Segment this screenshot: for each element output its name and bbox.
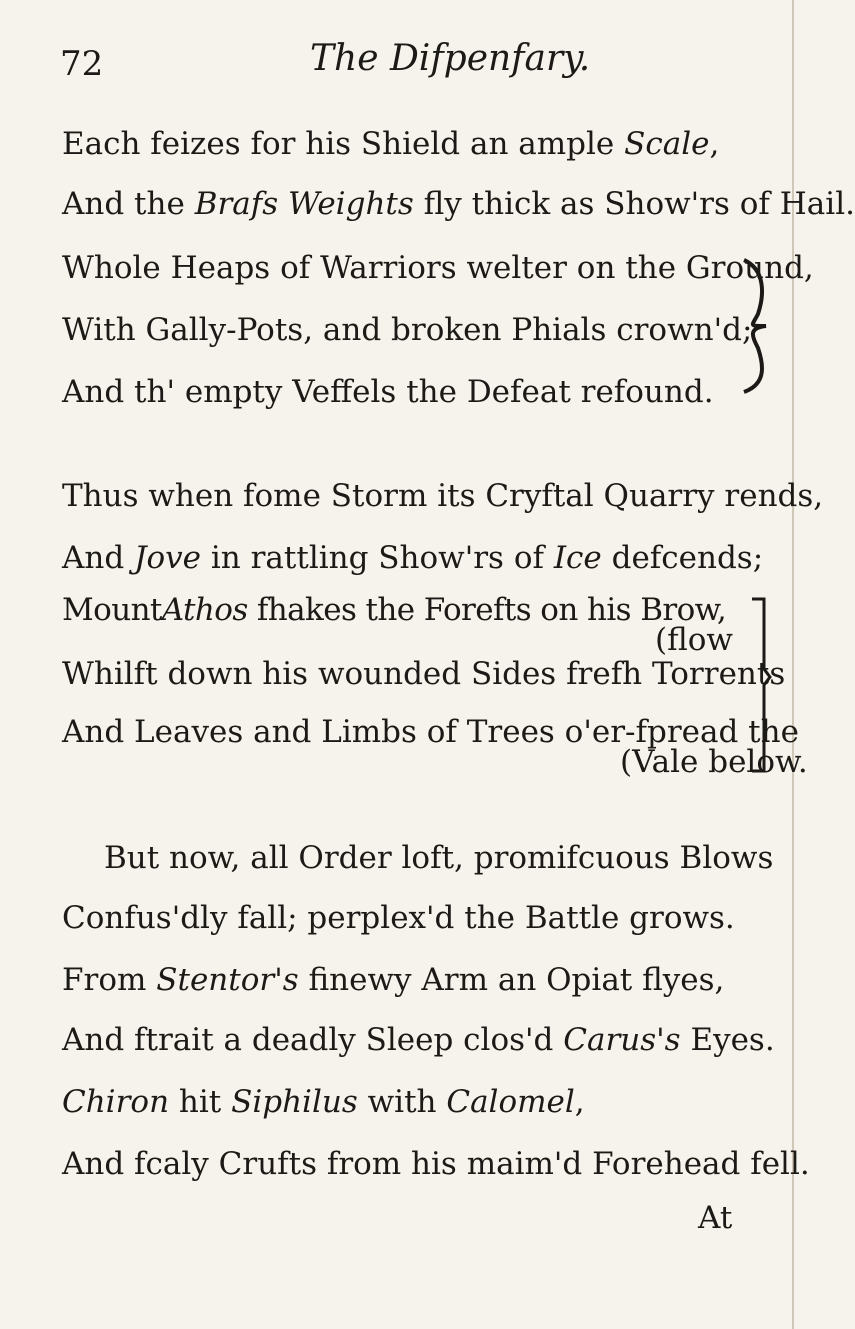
stanza3-line1: But now, all Order loft, promifcuous Blows bbox=[104, 840, 774, 876]
page-header bbox=[60, 38, 760, 98]
catchword: At bbox=[698, 1200, 733, 1236]
stanza2-line4: Whilft down his wounded Sides frefh Torrents bbox=[62, 656, 786, 692]
running-title: The Difpenfary. bbox=[310, 38, 591, 79]
stanza1-line5: And th' empty Veffels the Defeat refound. bbox=[62, 374, 714, 410]
stanza3-line5: Chiron hit Siphilus with Calomel, bbox=[62, 1084, 585, 1120]
stanza2-turnover-flow: (flow bbox=[655, 622, 733, 658]
stanza2-turnover-vale: (Vale below. bbox=[620, 744, 808, 780]
stanza1-line2: And the Brafs Weights fly thick as Show'rs of Hail. bbox=[62, 186, 855, 222]
stanza2-line1: Thus when fome Storm its Cryftal Quarry rends, bbox=[62, 478, 824, 514]
stanza3-line4: And ftrait a deadly Sleep clos'd Carus's Eyes. bbox=[62, 1022, 775, 1058]
page-number: 72 bbox=[60, 44, 104, 84]
stanza2-line2: And Jove in rattling Show'rs of Ice defcends; bbox=[62, 540, 764, 576]
stanza1-line4: With Gally-Pots, and broken Phials crown'd; bbox=[62, 312, 753, 348]
stanza1-line1: Each feizes for his Shield an ample Scale, bbox=[62, 126, 720, 162]
triplet-brace-icon bbox=[738, 256, 772, 396]
stanza3-line3: From Stentor's finewy Arm an Opiat flyes, bbox=[62, 962, 725, 998]
stanza1-line3: Whole Heaps of Warriors welter on the Ground, bbox=[62, 250, 814, 286]
stanza3-line6: And fcaly Crufts from his maim'd Forehead fell. bbox=[62, 1146, 810, 1182]
stanza2-line3: MountAthos fhakes the Forefts on his Brow, bbox=[62, 592, 727, 628]
triplet-bracket-icon bbox=[748, 595, 774, 775]
stanza3-line2: Confus'dly fall; perplex'd the Battle grows. bbox=[62, 900, 735, 936]
stanza2-line5: And Leaves and Limbs of Trees o'er-fpread the bbox=[62, 714, 799, 750]
